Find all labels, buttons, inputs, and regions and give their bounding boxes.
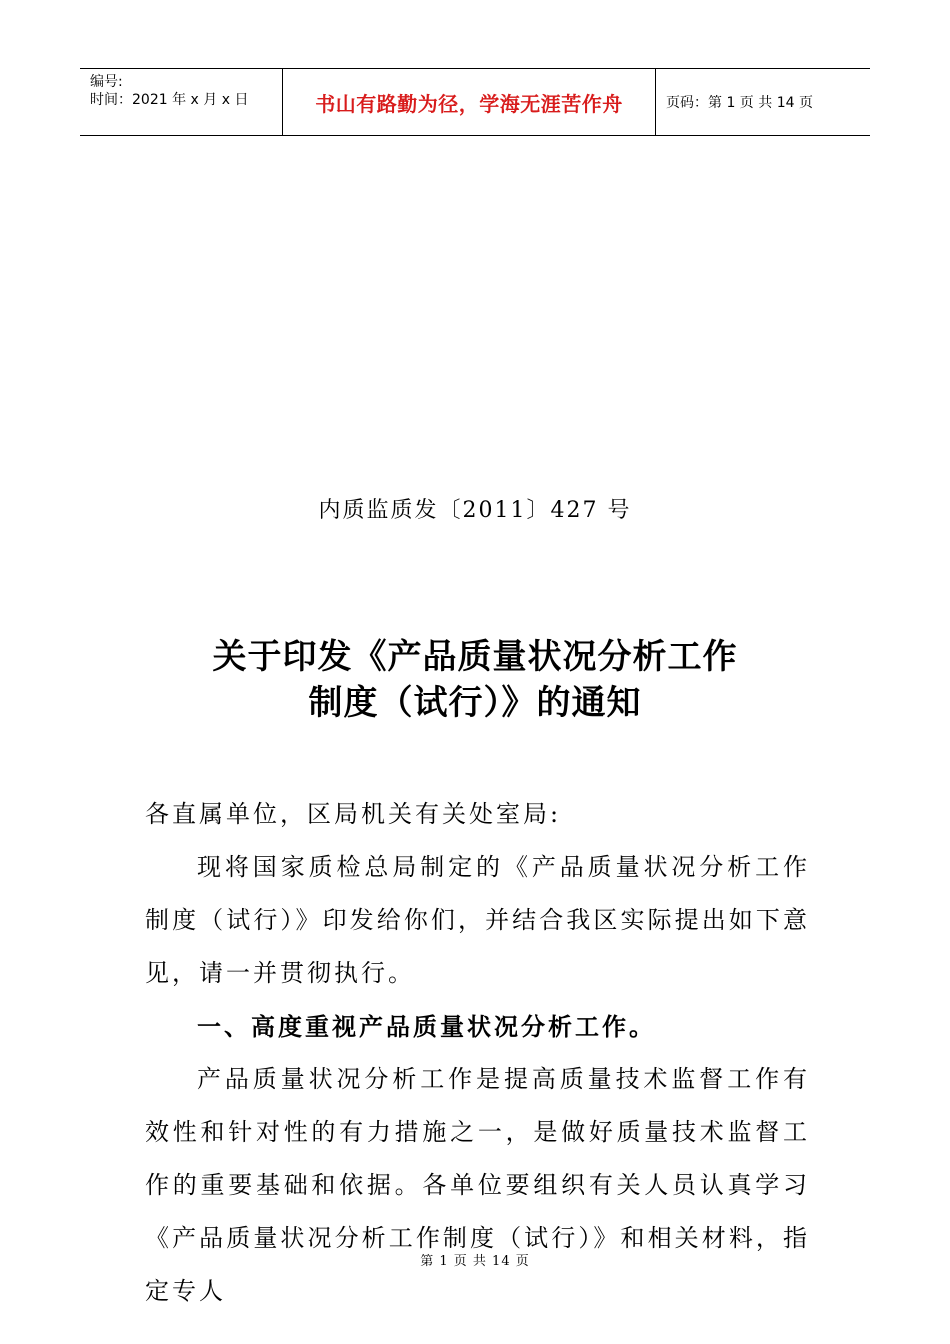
paragraph-1: 现将国家质检总局制定的《产品质量状况分析工作制度（试行）》印发给你们，并结合我区实际提出如下意见，请一并贯彻执行。 (145, 853, 810, 987)
section-heading-1: 一、高度重视产品质量状况分析工作。 (197, 1012, 656, 1041)
header-motto-cell (282, 69, 656, 135)
motto-text: 书山有路勤为径，学海无涯苦作舟 (315, 91, 623, 116)
title-line-2: 制度（试行）》的通知 (308, 683, 642, 723)
title-line-1: 关于印发《产品质量状况分析工作 (212, 637, 738, 677)
page-footer: 第 1 页 共 14 页 (420, 1254, 530, 1269)
document-number: 内质监质发〔2011〕427 号 (318, 498, 632, 523)
header-table (80, 68, 870, 136)
page-info: 页码：第 1 页 共 14 页 (666, 95, 813, 111)
salutation: 各直属单位，区局机关有关处室局: (145, 800, 562, 828)
document-body (145, 788, 810, 1318)
number-label: 编号: (90, 74, 123, 90)
document-title (0, 634, 950, 726)
header-meta-cell (80, 69, 282, 135)
time-label: 时间：2021 年 x 月 x 日 (90, 92, 249, 108)
paragraph-2: 产品质量状况分析工作是提高质量技术监督工作有效性和针对性的有力措施之一，是做好质量技术监督工作的重要基础和依据。各单位要组织有关人员认真学习《产品质量状况分析工作制度（试行）》和相关材料，指定专人 (145, 1065, 810, 1305)
header-page-cell (656, 69, 870, 135)
